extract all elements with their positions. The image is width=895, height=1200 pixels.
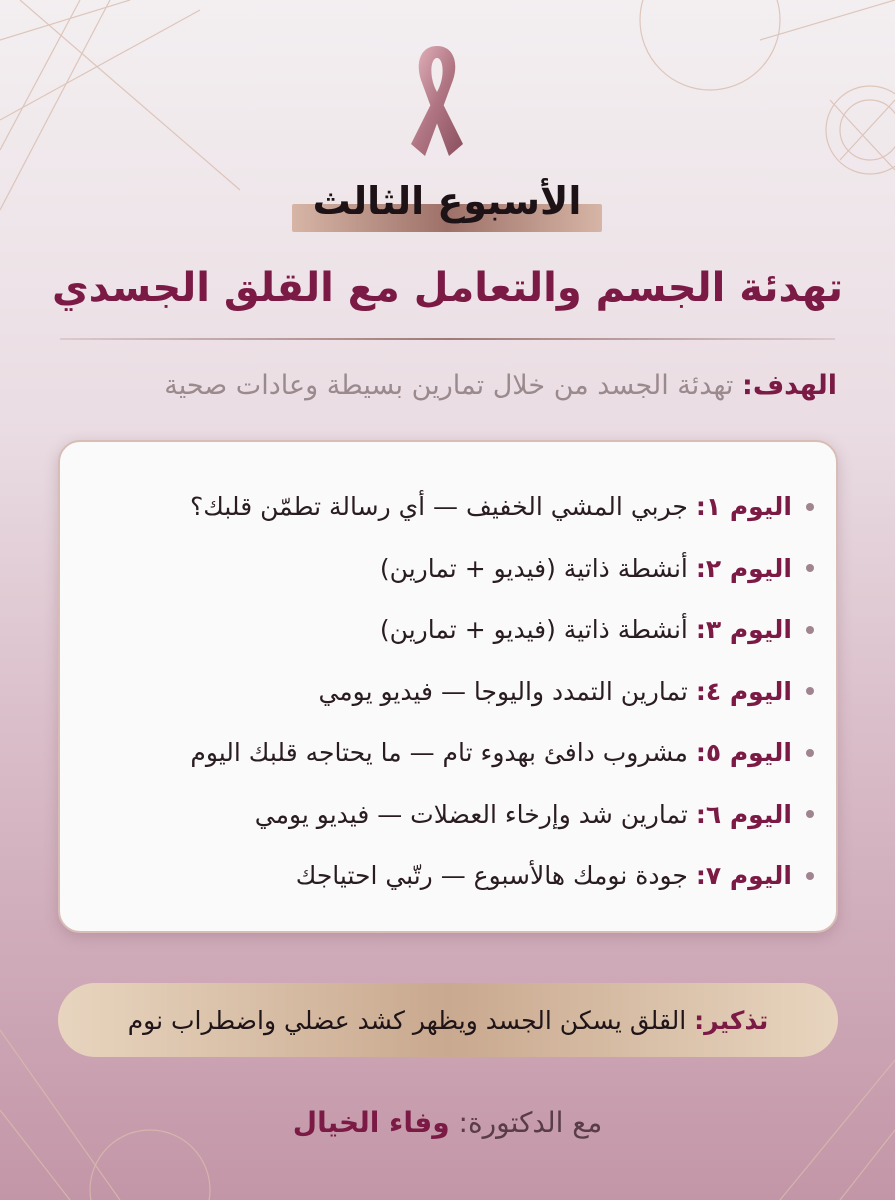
divider	[60, 338, 835, 340]
list-item	[90, 722, 814, 784]
bullet-icon	[806, 503, 814, 511]
day-text: أنشطة ذاتية (فيديو + تمارين)	[379, 553, 688, 583]
bullet-icon	[806, 810, 814, 818]
day-label: اليوم ٢:	[695, 553, 792, 583]
day-label: اليوم ١:	[695, 492, 792, 522]
day-text: مشروب دافئ بهدوء تام — ما يحتاجه قلبك اليوم	[190, 738, 688, 768]
day-label: اليوم ٧:	[695, 861, 792, 891]
day-text: جربي المشي الخفيف — أي رسالة تطمّن قلبك؟	[190, 492, 688, 522]
days-card	[58, 440, 838, 933]
signature-name: وفاء الخيال	[292, 1106, 450, 1139]
bullet-icon	[806, 564, 814, 572]
signature-prefix: مع الدكتورة:	[458, 1106, 603, 1139]
day-label: اليوم ٥:	[695, 738, 792, 768]
day-text: جودة نومك هالأسبوع — رتّبي احتياجك	[295, 861, 688, 891]
day-text: تمارين التمدد واليوجا — فيديو يومي	[318, 676, 688, 706]
day-label: اليوم ٣:	[695, 615, 792, 645]
day-label: اليوم ٦:	[695, 799, 792, 829]
list-item	[90, 784, 814, 846]
list-item	[90, 599, 814, 661]
list-item	[90, 538, 814, 600]
bullet-icon	[806, 626, 814, 634]
week-label: الأسبوع الثالث	[312, 179, 582, 223]
bullet-icon	[806, 749, 814, 757]
bullet-icon	[806, 872, 814, 880]
day-text: تمارين شد وإرخاء العضلات — فيديو يومي	[254, 799, 688, 829]
day-label: اليوم ٤:	[695, 676, 792, 706]
week-banner	[292, 176, 602, 232]
page-title: تهدئة الجسم والتعامل مع القلق الجسدي	[51, 265, 844, 311]
reminder-banner	[58, 983, 838, 1057]
days-list	[90, 476, 814, 907]
day-text: أنشطة ذاتية (فيديو + تمارين)	[379, 615, 688, 645]
reminder-label: تذكير:	[694, 1005, 769, 1035]
list-item	[90, 661, 814, 723]
list-item	[90, 845, 814, 907]
reminder-text: القلق يسكن الجسد ويظهر كشد عضلي واضطراب نوم	[127, 1005, 687, 1035]
awareness-ribbon-icon	[405, 40, 469, 158]
goal-line	[40, 363, 837, 409]
goal-label: الهدف:	[742, 370, 837, 401]
bullet-icon	[806, 687, 814, 695]
list-item	[90, 476, 814, 538]
goal-text: تهدئة الجسد من خلال تمارين بسيطة وعادات صحية	[164, 370, 734, 401]
signature	[0, 1098, 895, 1148]
